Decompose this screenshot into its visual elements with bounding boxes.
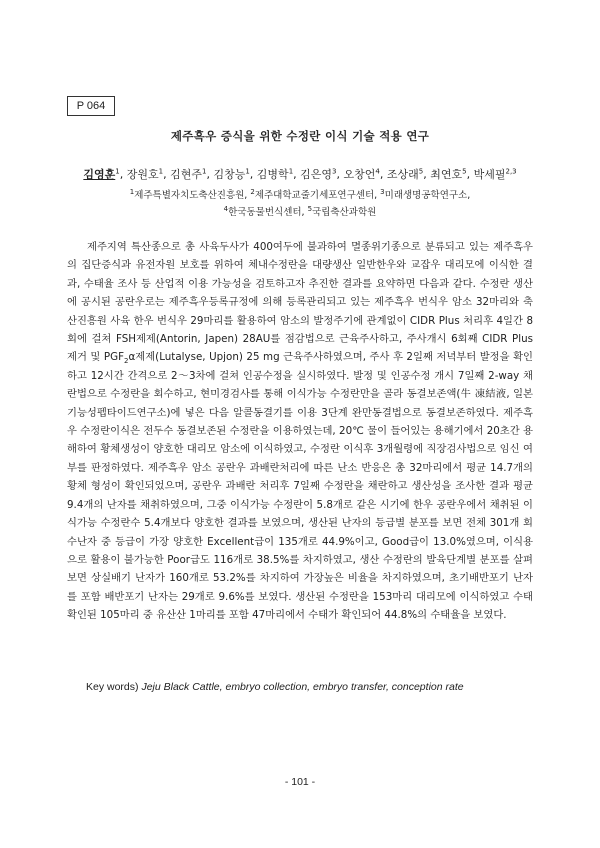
author-affil-mark: 1: [115, 167, 120, 176]
author-affil-mark: 1: [245, 167, 250, 176]
author-affil-mark: 5: [418, 167, 424, 176]
abstract-text: 제주지역 특산종으로 총 사육두사가 400여두에 불과하여 멸종위기종으로 분류되고 있는 제주흑우의 집단증식과 유전자원 보호를 위하여 체내수정란을 대량생산 일반한우와 교잡우 대리모에 이식한 결과, 수태율 조사 등 산업적 이용 가능성을 검토하고자 추진한 결과를 요약하면 다음과 같다. 수정란 생산에 공시된 공란우로는 제주흑우등록규정에 의해 등록관리되고 있는 제주흑우 번식우 암소 32마리와 축산진흥원 사육 한우 번식우 29마리를 활용하여 암소의 발정주기에 관계없이 CIDR Plus 처리후 4일간 8회에 걸쳐 FSH제제(Antorin, Japen) 28AU를 점감법으로 근육주사하고, 주사개시 6회째 CIDR Plus 제거 및 PGF: [67, 241, 533, 364]
affiliation: 제주대학교줄기세포연구센터,: [254, 190, 381, 201]
affil-mark: 3: [380, 187, 385, 196]
keywords-terms: Jeju Black Cattle, embryo collection, embryo transfer, conception rate: [141, 681, 464, 693]
author-name: 김창능: [213, 168, 246, 181]
affil-mark: 2: [250, 187, 255, 196]
author-name: 박세필: [473, 168, 506, 181]
author-name: 김병학: [256, 168, 289, 181]
author-affil-mark: 1: [288, 167, 294, 176]
abstract-body: [67, 238, 533, 625]
affil-mark: 5: [307, 204, 313, 213]
author-affil-mark: 2,3: [505, 167, 517, 176]
author-name: 조상래: [386, 168, 419, 181]
author-name: 오창언: [343, 168, 376, 181]
affiliation: 한국동물번식센터,: [228, 207, 308, 218]
affil-mark: 1: [129, 187, 135, 196]
affiliation: 제주특별자치도축산진흥원,: [134, 190, 251, 201]
abstract-code-box: P 064: [67, 96, 115, 116]
author-affil-mark: 1: [158, 167, 164, 176]
affiliations-line-2: [0, 204, 600, 218]
abstract-text: α제제(Lutalyse, Upjon) 25 mg 근육주사하였으며, 주사 후 2일째 저녁부터 발정을 확인하고 12시간 간격으로 2～3차에 걸쳐 인공수정을 실시하였다. 발정 및 인공수정 개시 7일째 2-way 채란법으로 수정란을 회수하고, 현미경검사를 통해 이식가능 수정란만을 골라 동결보존액(牛 凍結液, 일본 기능성펩타이드연구소)에 넣은 다음 알콜동결기를 이용 3단계 완만동결법으로 동결보존하였다. 제주흑우 수정란이식은 전두수 동결보존된 수정란을 이용하였는데, 20℃ 물이 들어있는 용해기에서 20초간 용해하여 황체생성이 양호한 대리모 암소에 이식하였고, 수정란 이식후 3개월령에 직장검사법으로 임신 여부를 판정하였다. 제주흑우 암소 공란우 과배란처리에 따른 난소 반응은 총 32마리에서 평균 14.7개의 황체 형성이 확인되었으며, 공란우 과배란 처리후 7일째 수정란을 채란하고 생산성을 조사한 결과 평균 9.4개의 난자를 채취하였으며, 그중 이식가능 수정란이 5.8개로 같은 시기에 한우 공란우에서 채취된 이식가능 수정란수 5.4개보다 양호한 결과를 보였으며, 생산된 난자의 등급별 분포를 보면 전체 301개 회수난자 중 등급이 가장 양호한 Excellent급이 135개로 44.9%이고, Good급이 13.0%였으며, 이식용으로 활용이 불가능한 Poor급도 116개로 38.5%를 차지하였고, 생산 수정란의 발육단계별 분포를 살펴보면 상실배기 난자가 160개로 53.2%를 차지하여 가장높은 비율을 차지하였으며, 초기배반포기 난자를 포함 배반포기 난자는 29개로 9.6%를 보였다. 생산된 수정란을 153마리 대리모에 이식하였고 수태 확인된 105마리 중 유산산 1마리를 포함 47마리에서 수태가 확인되어 44.8%의 수태율을 보였다.: [67, 351, 534, 622]
author-list: 김영훈$^1$, 장원호$^1$, 김현주$^1$, 김창능$^1$, 김병학$^1$, 김은영$^3$, 오창언$^4$, 조상래$^5$, 최연호$^5$, 박세필$^{2,3}$: [83, 167, 517, 181]
affiliation: 국립축산과학원: [312, 207, 377, 218]
author-name: 김은영: [300, 168, 333, 181]
page-number: - 101 -: [284, 776, 316, 788]
author-name: 최연호: [430, 168, 463, 181]
author-name: 김현주: [170, 168, 202, 181]
paper-title: 제주흑우 증식을 위한 수정란 이식 기술 적용 연구: [170, 129, 430, 143]
author-name: 김영훈: [83, 168, 116, 181]
affiliation: 미래생명공학연구소,: [384, 190, 471, 201]
subscript: 2: [124, 357, 129, 366]
author-affil-mark: 3: [332, 167, 337, 176]
author-affil-mark: 5: [462, 167, 467, 176]
keywords-label: Key words): [86, 681, 142, 693]
affiliations-line-1: [0, 187, 600, 201]
author-name: 장원호: [126, 168, 159, 181]
affil-mark: 4: [223, 204, 229, 213]
author-affil-mark: 1: [201, 167, 207, 176]
keywords: [86, 681, 546, 693]
author-affil-mark: 4: [375, 167, 380, 176]
